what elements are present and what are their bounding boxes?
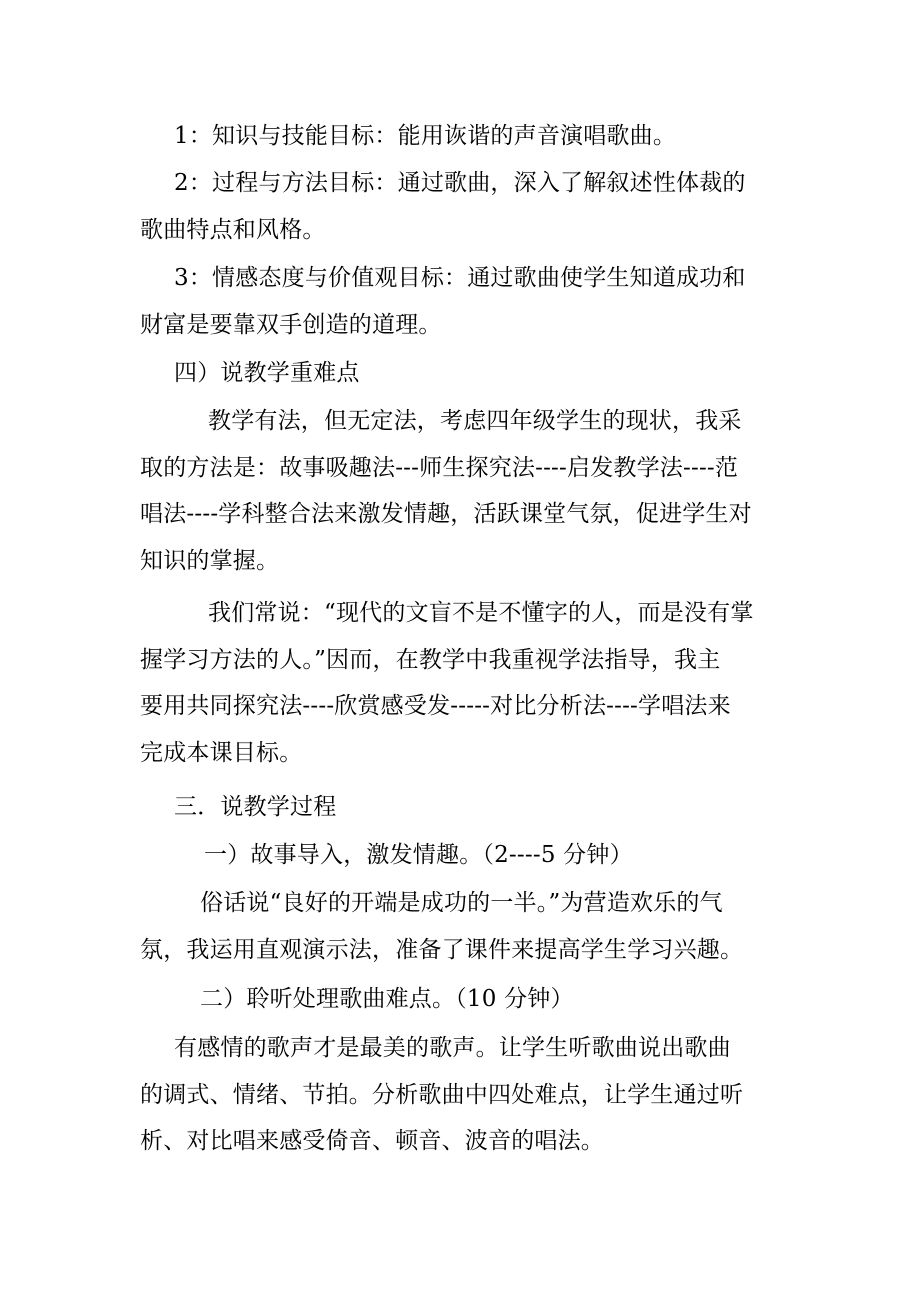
paragraph-goal-1	[140, 113, 800, 160]
text-line: 歌曲特点和风格。	[140, 216, 326, 243]
paragraph-goal-3	[140, 255, 800, 348]
text-line: 握学习方法的人。”因而，在教学中我重视学法指导，我主	[140, 646, 721, 673]
text-line: 三．说教学过程	[174, 794, 337, 820]
section-heading-key-points	[140, 350, 800, 397]
text-line: 完成本课目标。	[140, 739, 303, 766]
section-heading-process	[140, 784, 800, 831]
text-line: 唱法----学科整合法来激发情趣，活跃课堂气氛，促进学生对	[140, 501, 752, 527]
paragraph-goal-2	[140, 160, 800, 253]
text-line: 财富是要靠双手创造的道理。	[140, 311, 442, 338]
paragraph-teaching-methods	[140, 398, 800, 584]
text-line: 教学有法，但无定法，考虑四年级学生的现状，我采	[208, 408, 742, 434]
paragraph-learning-methods	[140, 590, 800, 776]
text-line: 的调式、情绪、节拍。分析歌曲中四处难点，让学生通过听	[140, 1081, 744, 1108]
text-line: 我们常说：“现代的文盲不是不懂字的人，而是没有掌	[208, 600, 754, 626]
text-line: 要用共同探究法----欣赏感受发-----对比分析法----学唱法来	[140, 693, 731, 719]
step-heading-story-intro	[140, 832, 800, 879]
text-line: 3：情感态度与价值观目标：通过歌曲使学生知道成功和	[174, 265, 746, 291]
text-line: 二）聆听处理歌曲难点。（10 分钟）	[200, 986, 574, 1012]
text-line: 有感情的歌声才是最美的歌声。让学生听歌曲说出歌曲	[174, 1035, 731, 1061]
text-line: 2：过程与方法目标：通过歌曲，深入了解叙述性体裁的	[174, 170, 746, 196]
text-line: 俗话说“良好的开端是成功的一半。”为营造欢乐的气	[200, 890, 723, 916]
text-line: 知识的掌握。	[140, 547, 280, 574]
text-line: 取的方法是：故事吸趣法---师生探究法----启发教学法----范	[140, 454, 739, 481]
text-line: 氛，我运用直观演示法，准备了课件来提高学生学习兴趣。	[140, 936, 744, 963]
text-line: 四）说教学重难点	[174, 360, 360, 386]
text-line: 1：知识与技能目标：能用诙谐的声音演唱歌曲。	[174, 123, 677, 149]
text-line: 一）故事导入，激发情趣。（2----5 分钟）	[204, 842, 633, 868]
paragraph-listening	[140, 1025, 800, 1165]
text-line: 析、对比唱来感受倚音、顿音、波音的唱法。	[140, 1128, 604, 1154]
paragraph-story-intro	[140, 880, 800, 973]
step-heading-listening	[140, 976, 800, 1023]
